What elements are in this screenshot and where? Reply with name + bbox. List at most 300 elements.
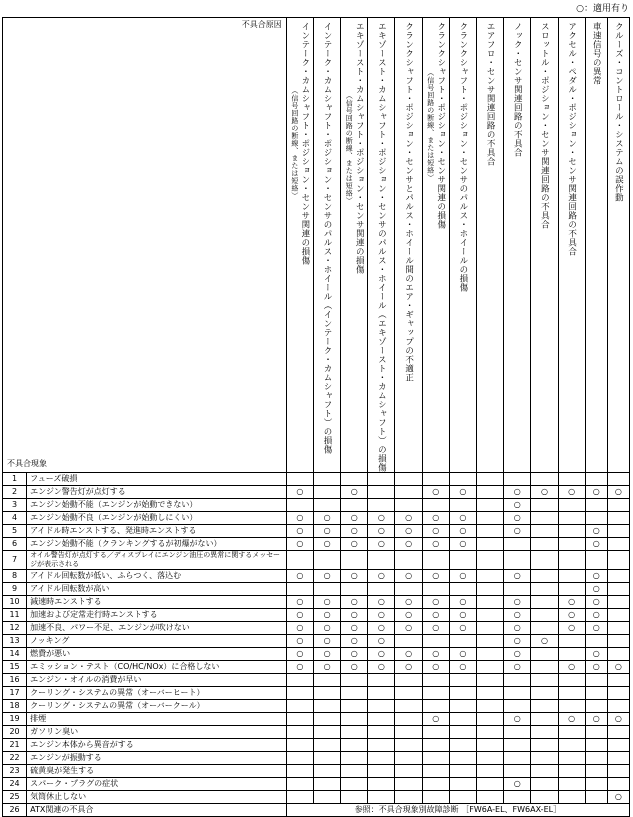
mark-cell: [477, 674, 504, 687]
mark-cell: [607, 551, 629, 570]
mark-cell: [395, 752, 422, 765]
mark-cell: [504, 687, 531, 700]
mark-cell: [531, 538, 558, 551]
mark-cell: ○: [558, 609, 585, 622]
cause-label: [591, 18, 601, 85]
mark-cell: [531, 726, 558, 739]
cause-label: [613, 18, 623, 202]
symptom-cell: フューズ破損: [27, 473, 287, 486]
mark-cell: ○: [504, 648, 531, 661]
mark-cell: [504, 791, 531, 804]
mark-cell: ○: [341, 596, 368, 609]
mark-cell: [449, 700, 476, 713]
mark-cell: [313, 499, 340, 512]
mark-cell: [368, 486, 395, 499]
symptom-cell: エンジン始動不良（エンジンが始動しにくい）: [27, 512, 287, 525]
mark-cell: ○: [585, 648, 607, 661]
mark-cell: [395, 765, 422, 778]
row-number: 3: [3, 499, 27, 512]
row-number: 8: [3, 570, 27, 583]
symptom-axis-label: 不具合現象: [7, 459, 47, 468]
mark-cell: [422, 551, 449, 570]
mark-cell: [558, 765, 585, 778]
mark-cell: ○: [395, 570, 422, 583]
mark-cell: ○: [558, 713, 585, 726]
mark-cell: [449, 726, 476, 739]
row-number: 22: [3, 752, 27, 765]
mark-cell: ○: [341, 635, 368, 648]
row-number: 4: [3, 512, 27, 525]
mark-cell: [531, 687, 558, 700]
cause-label: [485, 18, 495, 166]
mark-cell: ○: [558, 596, 585, 609]
mark-cell: ○: [585, 661, 607, 674]
mark-cell: [477, 713, 504, 726]
mark-cell: [477, 486, 504, 499]
mark-cell: [477, 661, 504, 674]
mark-cell: [585, 791, 607, 804]
mark-cell: [422, 473, 449, 486]
mark-cell: [313, 473, 340, 486]
table-row: [3, 609, 630, 622]
symptom-cell: オイル警告灯が点灯する／ディスプレイにエンジン油圧の異常に関するメッセージが表示される: [27, 551, 287, 570]
cause-header: [531, 18, 558, 473]
symptom-cell: 排煙: [27, 713, 287, 726]
mark-cell: [286, 778, 313, 791]
mark-cell: [531, 674, 558, 687]
mark-cell: [313, 752, 340, 765]
mark-cell: [585, 551, 607, 570]
mark-cell: ○: [531, 635, 558, 648]
table-row: [3, 551, 630, 570]
cause-main: エキゾースト・カムシャフト・ポジション・センサのパルス・ホイール（エキゾースト・カムシャフト）の損傷: [376, 22, 387, 472]
mark-cell: [477, 551, 504, 570]
mark-cell: [422, 726, 449, 739]
mark-cell: [531, 525, 558, 538]
mark-cell: [449, 583, 476, 596]
mark-cell: [585, 512, 607, 525]
cause-main: エアフロ・センサ関連回路の不具合: [485, 22, 496, 166]
mark-cell: ○: [395, 596, 422, 609]
mark-cell: ○: [286, 609, 313, 622]
row-number: 6: [3, 538, 27, 551]
mark-cell: [368, 791, 395, 804]
mark-cell: ○: [368, 661, 395, 674]
mark-cell: ○: [395, 622, 422, 635]
mark-cell: [504, 752, 531, 765]
symptom-cell: エンジン警告灯が点灯する: [27, 486, 287, 499]
mark-cell: [558, 674, 585, 687]
mark-cell: [558, 551, 585, 570]
cause-label: [426, 18, 446, 229]
cause-axis-label: 不具合原因: [241, 20, 282, 29]
symptom-cell: 加速不良、パワー不足、エンジンが吹けない: [27, 622, 287, 635]
mark-cell: [368, 473, 395, 486]
mark-cell: [395, 739, 422, 752]
symptom-cell: エンジン始動不能（クランキングするが初爆がない）: [27, 538, 287, 551]
mark-cell: [449, 778, 476, 791]
cause-label: [404, 18, 414, 382]
mark-cell: ○: [504, 570, 531, 583]
mark-cell: ○: [286, 512, 313, 525]
table-row: [3, 583, 630, 596]
row-number: 15: [3, 661, 27, 674]
mark-cell: [531, 622, 558, 635]
row-number: 1: [3, 473, 27, 486]
mark-cell: [368, 778, 395, 791]
mark-cell: [607, 648, 629, 661]
mark-cell: [368, 687, 395, 700]
mark-cell: [477, 570, 504, 583]
diagnosis-table: [2, 17, 630, 817]
mark-cell: [504, 551, 531, 570]
mark-cell: ○: [504, 596, 531, 609]
table-row: [3, 791, 630, 804]
mark-cell: [477, 700, 504, 713]
mark-cell: ○: [313, 609, 340, 622]
mark-cell: ○: [422, 486, 449, 499]
mark-cell: ○: [607, 661, 629, 674]
mark-cell: ○: [585, 596, 607, 609]
mark-cell: [558, 739, 585, 752]
mark-cell: [607, 609, 629, 622]
mark-cell: ○: [368, 512, 395, 525]
mark-cell: ○: [313, 525, 340, 538]
symptom-cell: クーリング・システムの異常（オーバークール）: [27, 700, 287, 713]
mark-cell: [313, 687, 340, 700]
mark-cell: ○: [368, 570, 395, 583]
mark-cell: [341, 713, 368, 726]
mark-cell: ○: [585, 622, 607, 635]
mark-cell: [368, 674, 395, 687]
mark-cell: ○: [341, 648, 368, 661]
mark-cell: ○: [368, 609, 395, 622]
mark-cell: ○: [504, 635, 531, 648]
mark-cell: [477, 609, 504, 622]
mark-cell: [477, 512, 504, 525]
mark-cell: ○: [585, 570, 607, 583]
mark-cell: ○: [449, 596, 476, 609]
mark-cell: [286, 791, 313, 804]
mark-cell: [477, 752, 504, 765]
cause-main: クランクシャフト・ポジション・センサのパルス・ホイールの損傷: [457, 22, 468, 292]
mark-cell: [585, 473, 607, 486]
mark-cell: ○: [558, 486, 585, 499]
row-number: 7: [3, 551, 27, 570]
reference-note: 参照：不具合現象別故障診断 ［FW6A-EL、FW6AX-EL］: [286, 804, 629, 817]
mark-cell: ○: [286, 635, 313, 648]
mark-cell: [477, 622, 504, 635]
mark-cell: ○: [449, 486, 476, 499]
cause-main: 車速信号の異常: [591, 22, 602, 85]
mark-cell: [368, 700, 395, 713]
mark-cell: [607, 512, 629, 525]
mark-cell: ○: [395, 512, 422, 525]
mark-cell: [449, 713, 476, 726]
cause-main: アクセル・ペダル・ポジション・センサ関連回路の不具合: [566, 22, 577, 256]
mark-cell: [477, 648, 504, 661]
mark-cell: [585, 674, 607, 687]
table-row: [3, 648, 630, 661]
table-row: [3, 661, 630, 674]
mark-cell: [558, 499, 585, 512]
mark-cell: ○: [422, 525, 449, 538]
mark-cell: ○: [504, 525, 531, 538]
mark-cell: ○: [395, 538, 422, 551]
row-number: 5: [3, 525, 27, 538]
mark-cell: [504, 473, 531, 486]
mark-cell: ○: [341, 486, 368, 499]
row-number: 21: [3, 739, 27, 752]
row-number: 2: [3, 486, 27, 499]
mark-cell: [395, 791, 422, 804]
mark-cell: [504, 538, 531, 551]
mark-cell: ○: [422, 512, 449, 525]
cause-label: [376, 18, 386, 472]
mark-cell: [531, 700, 558, 713]
mark-cell: [531, 713, 558, 726]
mark-cell: [368, 583, 395, 596]
mark-cell: ○: [313, 622, 340, 635]
mark-cell: [286, 499, 313, 512]
mark-cell: [585, 499, 607, 512]
mark-cell: [477, 538, 504, 551]
mark-cell: ○: [341, 512, 368, 525]
mark-cell: [607, 765, 629, 778]
mark-cell: [449, 765, 476, 778]
table-row: [3, 700, 630, 713]
mark-cell: ○: [395, 609, 422, 622]
mark-cell: ○: [286, 538, 313, 551]
mark-cell: [477, 525, 504, 538]
mark-cell: ○: [422, 661, 449, 674]
mark-cell: [558, 512, 585, 525]
table-row: [3, 726, 630, 739]
mark-cell: ○: [607, 486, 629, 499]
symptom-cell: 燃費が悪い: [27, 648, 287, 661]
mark-cell: ○: [286, 486, 313, 499]
row-number: 19: [3, 713, 27, 726]
mark-cell: [449, 752, 476, 765]
cause-label: [512, 18, 522, 157]
row-number: 24: [3, 778, 27, 791]
table-row: [3, 674, 630, 687]
mark-cell: [449, 687, 476, 700]
mark-cell: ○: [341, 538, 368, 551]
mark-cell: ○: [395, 661, 422, 674]
mark-cell: [395, 551, 422, 570]
mark-cell: [313, 700, 340, 713]
mark-cell: ○: [422, 609, 449, 622]
symptom-cell: スパーク・プラグの症状: [27, 778, 287, 791]
header-row: [3, 18, 630, 473]
table-body: [3, 473, 630, 817]
mark-cell: [477, 596, 504, 609]
cause-label: [458, 18, 468, 292]
mark-cell: [504, 726, 531, 739]
table-row: [3, 778, 630, 791]
mark-cell: [531, 739, 558, 752]
mark-cell: ○: [368, 622, 395, 635]
mark-cell: [477, 778, 504, 791]
mark-cell: [607, 596, 629, 609]
mark-cell: [395, 687, 422, 700]
mark-cell: ○: [449, 661, 476, 674]
mark-cell: [313, 713, 340, 726]
mark-cell: [449, 674, 476, 687]
mark-cell: [368, 713, 395, 726]
mark-cell: [531, 499, 558, 512]
mark-cell: [313, 551, 340, 570]
mark-cell: [422, 791, 449, 804]
mark-cell: ○: [313, 538, 340, 551]
mark-cell: [558, 538, 585, 551]
mark-cell: [368, 726, 395, 739]
mark-cell: [477, 687, 504, 700]
mark-cell: ○: [313, 648, 340, 661]
mark-cell: [313, 778, 340, 791]
cause-label: [290, 18, 310, 265]
symptom-cell: エンジン・オイルの消費が早い: [27, 674, 287, 687]
table-row: [3, 752, 630, 765]
mark-cell: [286, 700, 313, 713]
symptom-cell: クーリング・システムの異常（オーバーヒート）: [27, 687, 287, 700]
mark-cell: ○: [504, 778, 531, 791]
mark-cell: [585, 726, 607, 739]
mark-cell: [585, 700, 607, 713]
table-row: [3, 538, 630, 551]
cause-header: [585, 18, 607, 473]
mark-cell: [607, 752, 629, 765]
mark-cell: [607, 778, 629, 791]
mark-cell: [368, 499, 395, 512]
cause-main: クルーズ・コントロール・システムの誤作動: [613, 22, 624, 202]
mark-cell: [368, 739, 395, 752]
mark-cell: [477, 791, 504, 804]
mark-cell: [585, 635, 607, 648]
mark-cell: [286, 765, 313, 778]
row-number: 25: [3, 791, 27, 804]
mark-cell: [341, 700, 368, 713]
mark-cell: [607, 700, 629, 713]
mark-cell: [286, 713, 313, 726]
table-row: [3, 622, 630, 635]
mark-cell: ○: [286, 570, 313, 583]
mark-cell: [531, 791, 558, 804]
mark-cell: [395, 713, 422, 726]
symptom-cell: エンジン本体から異音がする: [27, 739, 287, 752]
mark-cell: [558, 687, 585, 700]
mark-cell: [558, 635, 585, 648]
row-number: 12: [3, 622, 27, 635]
table-row: [3, 713, 630, 726]
table-row: [3, 486, 630, 499]
mark-cell: [395, 486, 422, 499]
mark-cell: [558, 791, 585, 804]
cause-main: インテーク・カムシャフト・ポジション・センサ関連の損傷: [299, 22, 310, 265]
mark-cell: [531, 661, 558, 674]
cause-main: インテーク・カムシャフト・ポジション・センサのパルス・ホイール（インテーク・カムシャフト）の損傷: [322, 22, 333, 454]
cause-header: [368, 18, 395, 473]
cause-label: [322, 18, 332, 454]
mark-cell: [504, 583, 531, 596]
mark-cell: ○: [341, 609, 368, 622]
mark-cell: [477, 499, 504, 512]
mark-cell: [368, 765, 395, 778]
cause-header: [286, 18, 313, 473]
mark-cell: [531, 778, 558, 791]
mark-cell: [341, 778, 368, 791]
table-row: [3, 739, 630, 752]
mark-cell: [477, 726, 504, 739]
mark-cell: [558, 473, 585, 486]
mark-cell: [585, 739, 607, 752]
mark-cell: ○: [368, 596, 395, 609]
mark-cell: [585, 778, 607, 791]
mark-cell: [504, 739, 531, 752]
mark-cell: [607, 525, 629, 538]
mark-cell: ○: [531, 486, 558, 499]
mark-cell: [341, 473, 368, 486]
legend: ○：適用有り: [576, 4, 629, 14]
mark-cell: [531, 570, 558, 583]
mark-cell: [449, 635, 476, 648]
mark-cell: [395, 473, 422, 486]
symptom-cell: ガソリン臭い: [27, 726, 287, 739]
mark-cell: ○: [341, 570, 368, 583]
mark-cell: [341, 674, 368, 687]
mark-cell: ○: [286, 648, 313, 661]
mark-cell: [558, 700, 585, 713]
mark-cell: ○: [449, 609, 476, 622]
mark-cell: ○: [313, 661, 340, 674]
mark-cell: [531, 596, 558, 609]
symptom-cell: エンジン始動不能（エンジンが始動できない）: [27, 499, 287, 512]
cause-header: [558, 18, 585, 473]
mark-cell: [341, 765, 368, 778]
mark-cell: [286, 551, 313, 570]
mark-cell: [341, 499, 368, 512]
mark-cell: ○: [368, 525, 395, 538]
mark-cell: ○: [313, 512, 340, 525]
symptom-cell: 気筒休止しない: [27, 791, 287, 804]
row-number: 26: [3, 804, 27, 817]
cause-main: クランクシャフト・ポジション・センサとパルス・ホイール間のエア・ギャップの不適正: [403, 22, 414, 382]
mark-cell: [313, 583, 340, 596]
mark-cell: [368, 752, 395, 765]
mark-cell: [558, 525, 585, 538]
mark-cell: [395, 700, 422, 713]
mark-cell: [531, 752, 558, 765]
mark-cell: [558, 778, 585, 791]
table-row: [3, 635, 630, 648]
mark-cell: ○: [341, 525, 368, 538]
row-number: 14: [3, 648, 27, 661]
mark-cell: ○: [422, 538, 449, 551]
mark-cell: ○: [313, 570, 340, 583]
mark-cell: [607, 583, 629, 596]
mark-cell: [585, 752, 607, 765]
mark-cell: [449, 739, 476, 752]
mark-cell: [607, 687, 629, 700]
cause-header: [607, 18, 629, 473]
mark-cell: [422, 752, 449, 765]
cause-sub: （信号回路の断線、または短絡）: [426, 69, 435, 182]
mark-cell: [477, 583, 504, 596]
mark-cell: ○: [422, 622, 449, 635]
mark-cell: [531, 512, 558, 525]
mark-cell: [341, 791, 368, 804]
